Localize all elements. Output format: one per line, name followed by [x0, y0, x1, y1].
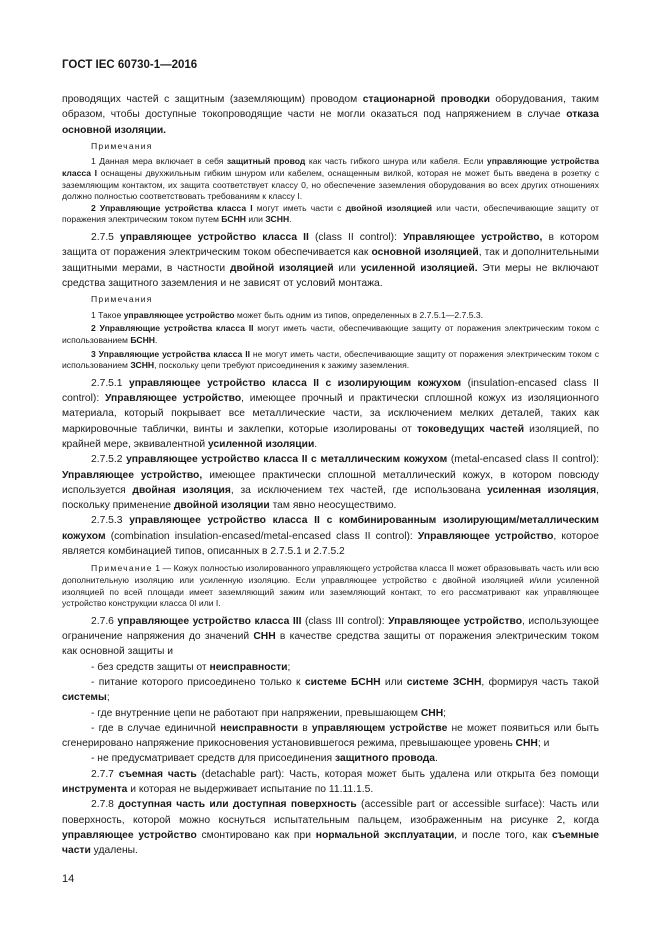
- note-3: 3 Управляющие устройства класса II не могут иметь части, обеспечивающие защиту от поражения электрическим током с использованием ЗСНН, поскольку цепи требуют присоединения к зажиму заземления.: [62, 348, 600, 371]
- section-2-7-5-1: 2.7.5.1 управляющее устройство класса II с изолирующим кожухом (insulation-encased class II control): Управляющее устройство, имеющее прочный и практически сплошной кожух из изоляционного материала, который покрывает все металлические части, за исключением мелких деталей, таких как маркировочные таблички, винты и заклепки, которые изолированы от токоведущих частей изоляцией, по крайней мере, эквивалентной усиленной изоляции.: [62, 377, 599, 450]
- page-number: 14: [62, 873, 75, 885]
- list-item: - где в случае единичной неисправности в управляющем устройстве не может появиться или быть сгенерировано напряжение прикосновения установившегося режима, превышающее уровень СНН; и: [62, 722, 599, 750]
- section-2-7-6: 2.7.6 управляющее устройство класса III (class III control): Управляющее устройство, использующее ограничение напряжения до значений СНН в качестве средства защиты от поражения электрическим током как основной защиты и: [62, 615, 600, 658]
- standard-header: ГОСТ IEC 60730-1—2016: [62, 59, 198, 71]
- section-2-7-7: 2.7.7 съемная часть (detachable part): Часть, которая может быть удалена или открыта без помощи инструмента и которая не выдерживает испытание по 11.11.1.5.: [62, 768, 599, 795]
- notes-heading: Примечания: [91, 140, 153, 151]
- section-2-7-5-2: 2.7.5.2 управляющее устройство класса II с металлическим кожухом (metal-encased class II control): Управляющее устройство, имеющее практически сплошной металлический кожух, в котором повсюду используется двойная изоляция, за исключением тех частей, где использована усиленная изоляция, поскольку применение двойной изоляции там явно неосуществимо.: [62, 454, 599, 512]
- list-item: - без средств защиты от неисправности;: [91, 661, 291, 673]
- note-2: 2 Управляющие устройства класса II могут иметь части, обеспечивающие защиту от поражения электрическим током с использованием БСНН.: [62, 323, 600, 346]
- note-1: 1 Данная мера включает в себя защитный провод как часть гибкого шнура или кабеля. Если управляющие устройства класса I оснащены двухжильным гибким шнуром или кабелем, оснащенным вилкой, которая не может быть введена в розетку с заземляющим контактом, их защита соответствует классу 0, но обеспечение заземления оборудования во всех других отношениях должно полностью соответствовать требованиям к классу I.: [62, 156, 599, 202]
- page-body: [62, 92, 599, 858]
- notes-heading: Примечания: [91, 294, 153, 305]
- list-item: - не предусматривает средств для присоединения защитного провода.: [91, 753, 438, 765]
- note-2: 2 Управляющие устройства класса I могут иметь части с двойной изоляцией или части, обеспечивающие защиту от поражения электрическим током путем БСНН или ЗСНН.: [62, 202, 599, 225]
- list-item: - питание которого присоединено только к системе БСНН или системе ЗСНН, формируя часть такой системы;: [62, 676, 600, 704]
- section-2-7-5-3: 2.7.5.3 управляющее устройство класса II с комбинированным изолирующим/металлическим кожухом (combination insulation-encased/metal-encased class II control): Управляющее устройство, которое является комбинацией типов, описанных в 2.7.5.1 и 2.7.5.2: [62, 515, 599, 558]
- section-2-7-8: 2.7.8 доступная часть или доступная поверхность (accessible part or accessible surface): Часть или поверхность, которой можно коснуться испытательным пальцем, изображенным на рисунке 2, когда управляющее устройство смонтировано как при нормальной эксплуатации, и после того, как съемные части удалены.: [62, 799, 599, 857]
- section-2-7-5: 2.7.5 управляющее устройство класса II (class II control): Управляющее устройство, в котором защита от поражения электрическим током обеспечивается как основной изоляцией, так и дополнительными защитными мерами, в частности двойной изоляцией или усиленной изоляцией. Эти меры не включают средства защитного заземления и не зависят от условий монтажа.: [62, 232, 600, 289]
- note-1: 1 Такое управляющее устройство может быть одним из типов, определенных в 2.7.5.1—2.7.5.3.: [91, 309, 484, 320]
- intro-paragraph: проводящих частей с защитным (заземляющим) проводом стационарной проводки оборудования, таким образом, чтобы доступные токопроводящие части не могли оказаться под напряжением в случае отказа основной изоляции.: [62, 94, 600, 136]
- list-item: - где внутренние цепи не работают при напряжении, превышающем СНН;: [91, 707, 447, 719]
- note-class-ii-enclosure: Примечание 1 — Кожух полностью изолированного управляющего устройства класса II может образовывать часть или всю дополнительную изоляцию или усиленную изоляцию. Если управляющее устройство с двойной изоляцией и/или усиленной изоляцией по всей площади имеет заземляющий зажим или заземляющий контакт, то его рассматривают как управляющее устройство конструкции класса 0I или I.: [62, 563, 599, 609]
